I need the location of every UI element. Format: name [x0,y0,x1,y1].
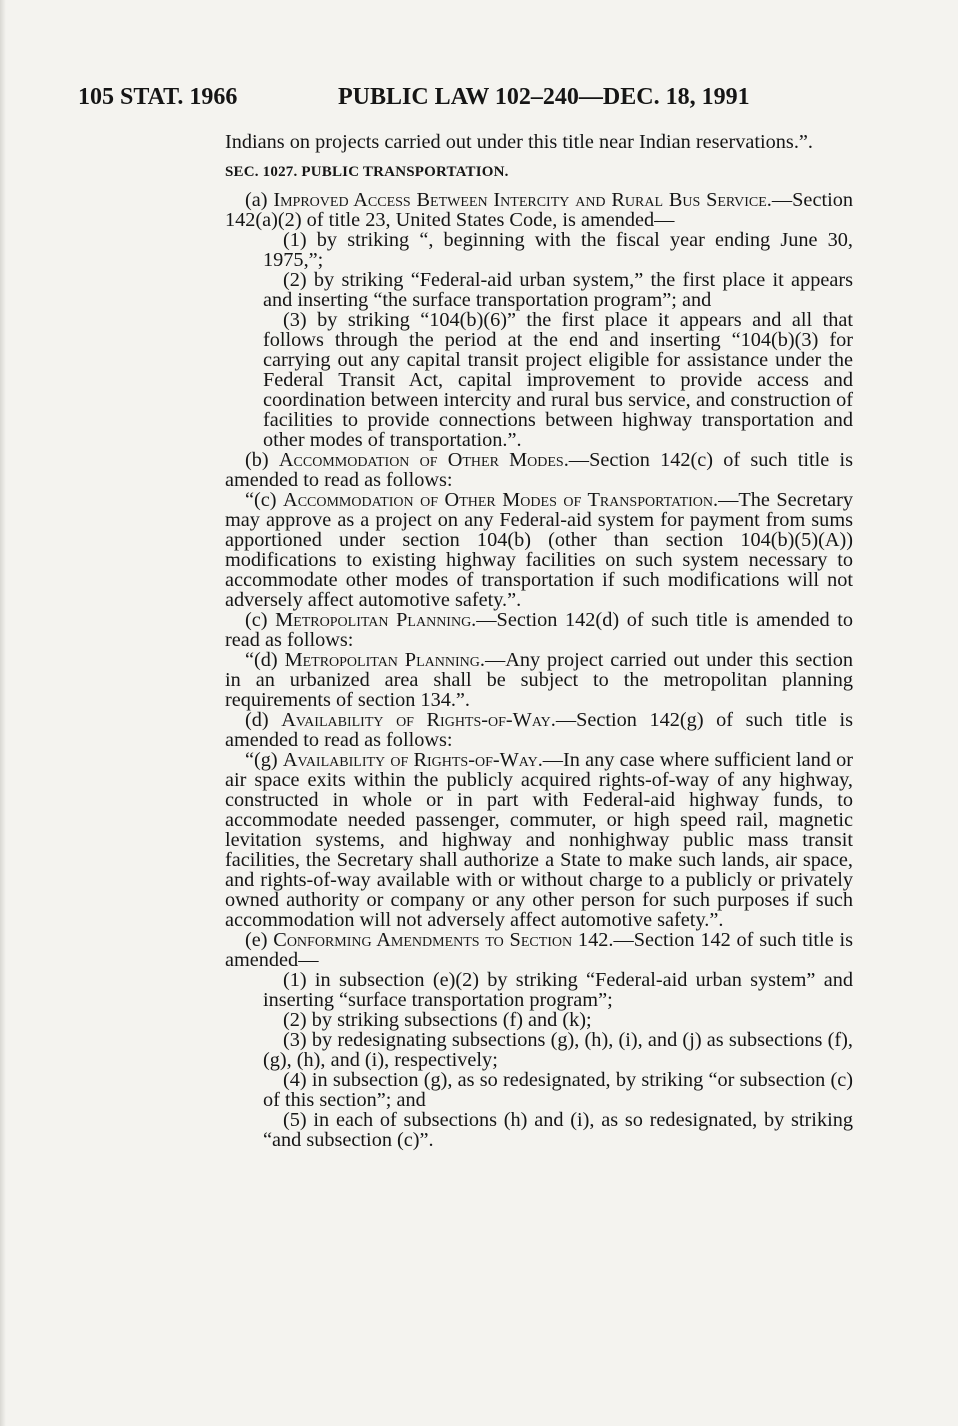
subsection-c-text: —Section 142(d) of such title is amended to read as follows: [225,609,853,651]
subsection-c-quote-text: —Any project carried out under this section in an urbanized area shall be subject to the metropolitan planning requirements of section 134.”. [225,649,853,711]
subsection-e-caption: Conforming Amendments to Section 142. [273,929,614,951]
subsection-b-label: (b) [245,449,269,471]
subsection-c-label: (c) [245,609,268,631]
subsection-d-caption: Availability of Rights-of-Way. [281,709,556,731]
subsection-d-quoted [225,750,853,930]
subsection-c [225,610,853,650]
continuation-paragraph: Indians on projects carried out under this title near Indian reservations.”. [225,131,813,153]
subsection-a-item-1: (1) by striking “, beginning with the fiscal year ending June 30, 1975,”; [263,229,853,271]
subsection-c-quote-label: “(d) [245,649,278,671]
section-heading: SEC. 1027. PUBLIC TRANSPORTATION. [225,164,509,180]
subsection-a-text: —Section 142(a)(2) of title 23, United States Code, is amended— [225,189,853,231]
subsection-c-quote-caption: Metropolitan Planning. [284,649,485,671]
subsection-a-item-3: (3) by striking “104(b)(6)” the first place it appears and all that follows through the period at the end and inserting “104(b)(3) for carrying out any capital transit project eligible for assistance under the Federal Transit Act, capital improvement to provide access and coordination between intercity and rural bus service, and construction of facilities to provide connections between highway transportation and other modes of transportation.”. [263,309,853,451]
subsection-b [225,450,853,490]
subsection-d-label: (d) [245,709,269,731]
subsection-b-caption: Accommodation of Other Modes. [278,449,569,471]
subsection-a-item-2: (2) by striking “Federal-aid urban system,” the first place it appears and inserting “the surface transportation program”; and [263,269,853,311]
subsection-e-label: (e) [245,929,268,951]
subsection-b-quoted [225,490,853,610]
subsection-b-text: —Section 142(c) of such title is amended to read as follows: [225,449,854,491]
running-header [0,84,958,114]
subsection-d [225,710,853,750]
public-law-citation: PUBLIC LAW 102–240—DEC. 18, 1991 [338,84,750,110]
subsection-b-quote-label: “(c) [245,489,277,511]
subsection-e-text: —Section 142 of such title is amended— [225,929,854,971]
page-edge-shadow [0,0,6,1426]
subsection-e [225,930,853,970]
subsection-d-quote-text: —In any case where sufficient land or air space exits within the publicly acquired rights-of-way of any highway, constructed in whole or in part with Federal-aid highway funds, to accommodate needed passenger, commuter, or high speed rail, magnetic levitation systems, and highway and nonhighway public mass transit facilities, the Secretary shall authorize a State to make such lands, air space, and rights-of-way available with or without charge to a publicly or privately owned authority or company or any other person for such purposes if such accommodation will not adversely affect automotive safety.”. [225,749,853,931]
subsection-d-quote-caption: Availability of Rights-of-Way. [282,749,543,771]
subsection-e-item-3: (3) by redesignating subsections (g), (h), (i), and (j) as subsections (f), (g), (h), and (i), respectively; [263,1029,853,1071]
subsection-e-item-2: (2) by striking subsections (f) and (k); [283,1009,592,1031]
subsection-e-item-5: (5) in each of subsections (h) and (i), as so redesignated, by striking “and subsection (c)”. [263,1109,853,1151]
subsection-c-caption: Metropolitan Planning. [275,609,477,631]
subsection-a-caption: Improved Access Between Intercity and Rural Bus Service. [273,189,772,211]
body-text [225,132,853,1150]
subsection-e-item-1: (1) in subsection (e)(2) by striking “Federal-aid urban system” and inserting “surface transportation program”; [263,969,853,1011]
subsection-b-quote-text: —The Secretary may approve as a project on any Federal-aid system for payment from sums apportioned under section 104(b) (other than section 104(b)(5)(A)) modifications to existing highway facilities on such system necessary to accommodate other modes of transportation if such modifications will not adversely affect automotive safety.”. [225,489,853,611]
subsection-c-quoted [225,650,853,710]
subsection-e-item-4: (4) in subsection (g), as so redesignated, by striking “or subsection (c) of this section”; and [263,1069,853,1111]
stat-citation: 105 STAT. 1966 [78,84,238,110]
subsection-a-label: (a) [245,189,268,211]
subsection-d-quote-label: “(g) [245,749,278,771]
subsection-b-quote-caption: Accommodation of Other Modes of Transportation. [283,489,719,511]
subsection-d-text: —Section 142(g) of such title is amended to read as follows: [225,709,853,751]
subsection-a [225,190,853,230]
